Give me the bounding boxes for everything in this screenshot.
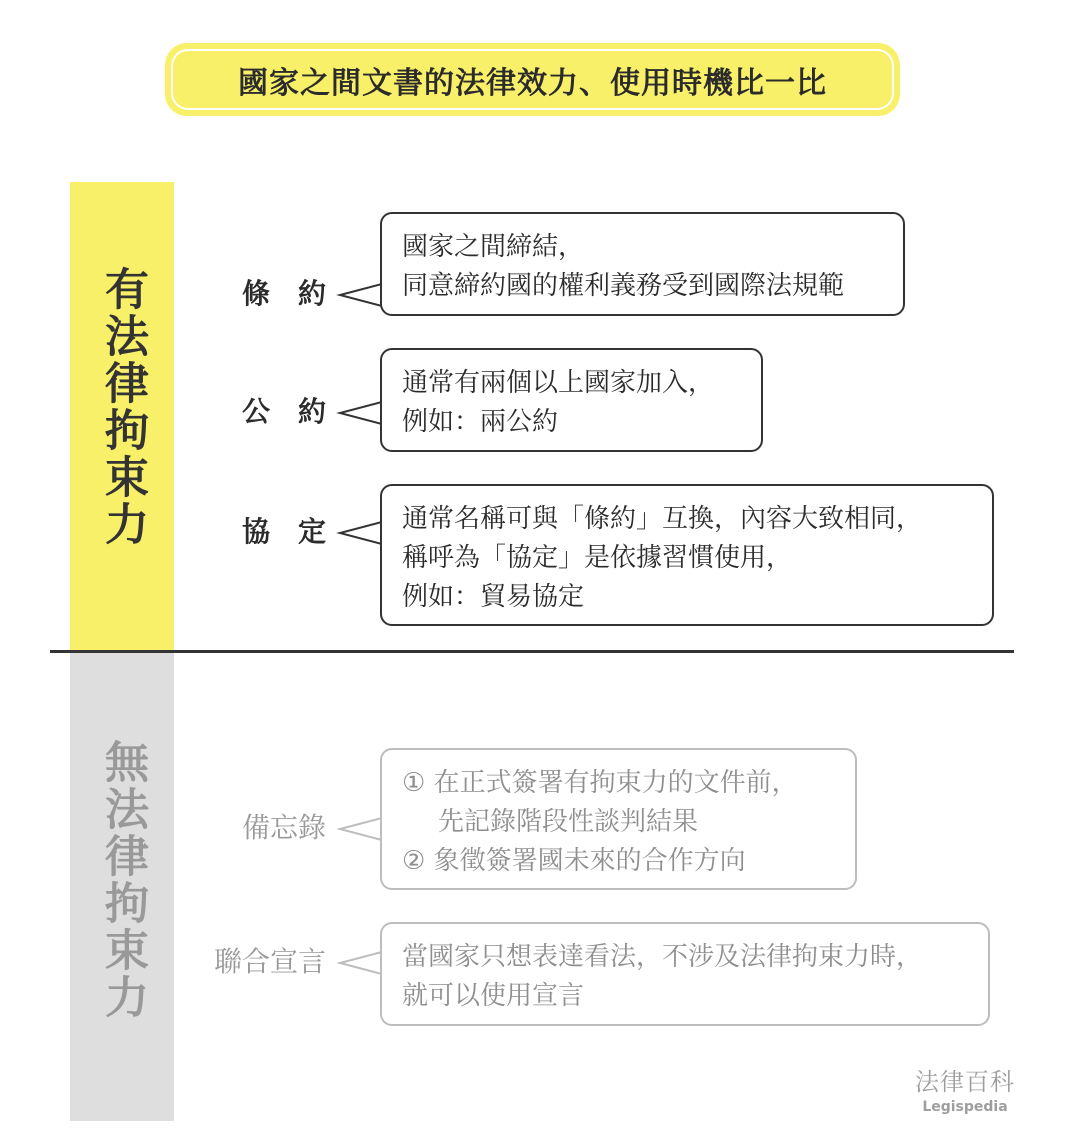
definition-line: 當國家只想表達看法，不涉及法律拘束力時， (402, 942, 923, 972)
definition-bubble-agreement (380, 484, 994, 626)
definition-line: 例如：兩公約 (402, 407, 559, 437)
definition-line: ① 在正式簽署有拘束力的文件前， (402, 768, 798, 798)
definition-line: 通常有兩個以上國家加入， (402, 368, 715, 398)
definition-bubble-treaty (380, 212, 905, 316)
bubble-pointer (338, 398, 384, 428)
brand-subtitle: Legispedia (922, 1099, 1008, 1115)
definition-line: 先記錄階段性談判結果 (438, 807, 699, 837)
definition-bubble-convention (380, 348, 763, 452)
binding-category-bar (70, 182, 174, 651)
nonbinding-category-label: 無法律拘束力 (97, 739, 148, 1021)
bubble-pointer (338, 280, 384, 310)
definition-line: 國家之間締結， (402, 232, 585, 262)
term-joint-declaration: 聯合宣言 (213, 945, 326, 978)
page-title: 國家之間文書的法律效力、使用時機比一比 (238, 65, 827, 101)
definition-line: 同意締約國的權利義務受到國際法規範 (402, 271, 845, 301)
nonbinding-category-bar (70, 651, 174, 1121)
title-banner-inner (171, 49, 894, 110)
brand-watermark (900, 1062, 1030, 1115)
definition-line: 通常名稱可與「條約」互換，內容大致相同， (402, 504, 923, 534)
brand-name: 法律百科 (915, 1068, 1015, 1096)
binding-category-label: 有法律拘束力 (97, 266, 148, 548)
title-banner (165, 43, 900, 116)
bubble-pointer (338, 948, 384, 978)
section-divider (50, 650, 1014, 653)
definition-line: ② 象徵簽署國未來的合作方向 (402, 846, 746, 876)
bubble-pointer (338, 814, 384, 844)
definition-bubble-memorandum (380, 748, 857, 890)
term-agreement: 協 定 (241, 515, 326, 548)
definition-bubble-joint-declaration (380, 922, 990, 1026)
term-convention: 公 約 (241, 395, 326, 428)
term-memorandum: 備忘錄 (241, 811, 326, 844)
definition-line: 例如：貿易協定 (402, 582, 585, 612)
definition-line: 就可以使用宣言 (402, 981, 585, 1011)
term-treaty: 條 約 (241, 277, 326, 310)
bubble-pointer (338, 518, 384, 548)
definition-line: 稱呼為「協定」是依據習慣使用， (402, 543, 793, 573)
